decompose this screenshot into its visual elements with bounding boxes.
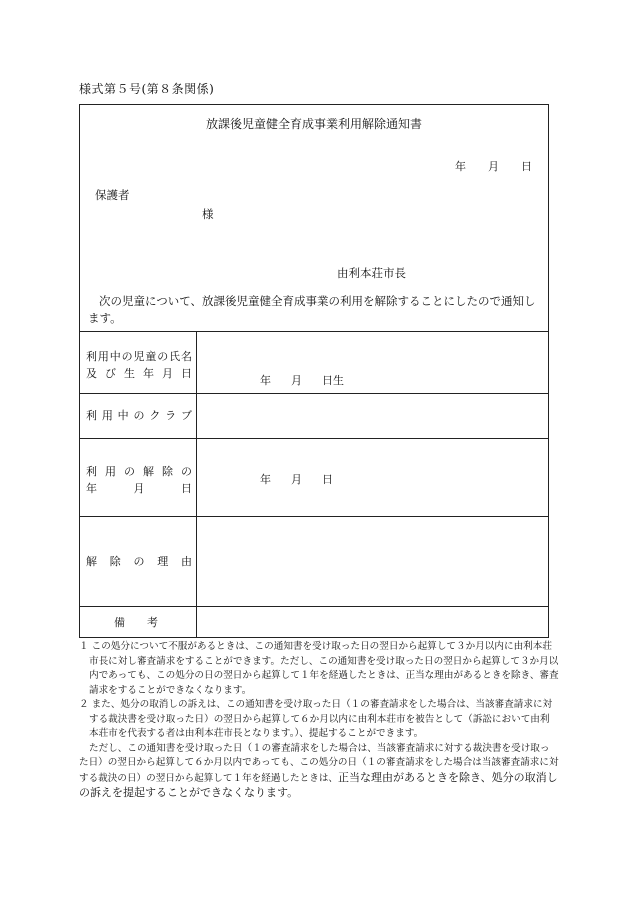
- label-char: 利: [86, 409, 97, 422]
- label-char: の: [133, 555, 145, 568]
- birth-month: 月: [291, 374, 302, 387]
- label-char: 児: [133, 350, 145, 363]
- label-char: 生: [124, 367, 135, 380]
- sama-label: 様: [202, 207, 214, 221]
- table-top-line: [80, 331, 548, 332]
- date-month: 月: [488, 160, 499, 173]
- label-char: の: [133, 409, 145, 422]
- child-label-line2: [86, 365, 192, 382]
- club-label: [86, 407, 192, 424]
- label-char: ブ: [180, 409, 192, 422]
- label-char: 日: [181, 482, 192, 495]
- column-divider: [196, 331, 197, 638]
- cancel-label-line2: [86, 480, 192, 497]
- notice-text: 次の児童について、放課後児童健全育成事業の利用を解除することにしたので通知します。: [88, 294, 536, 325]
- form-number: 様式第５号(第８条関係): [79, 82, 215, 96]
- label-char: 月: [162, 367, 173, 380]
- reason-label: [86, 553, 192, 570]
- label-char: 月: [133, 482, 145, 495]
- club-label-line: [86, 407, 192, 424]
- notice-form: [79, 104, 549, 638]
- issue-date: [441, 158, 532, 174]
- label-char: 用: [97, 350, 109, 363]
- cancel-day: 日: [322, 473, 333, 486]
- note-3a: ただし、この通知書を受け取った日（１の審査請求をした場合は、当該審査請求に対する裁決書を受け取った日）の翌日から起算して６か月以内であっても、この処分の日（１の審査請求をした場合は当該審査請求に対する裁決の日）の翌日から起算して１年を経過したときは、: [79, 742, 559, 784]
- notes: [79, 640, 559, 802]
- label-char: の: [181, 465, 192, 478]
- label-char: 年: [143, 367, 154, 380]
- label-char: 名: [181, 350, 192, 363]
- label-char: 除: [109, 555, 121, 568]
- label-char: 童: [145, 350, 157, 363]
- label-char: の: [124, 465, 135, 478]
- label-char: 年: [86, 482, 97, 495]
- birth-year: 年: [260, 374, 271, 387]
- row-divider: [80, 393, 548, 394]
- note-2: ２ また、処分の取消しの訴えは、この通知書を受け取った日（１の審査請求をした場合は、当該審査請求に対する裁決書を受け取った日）の翌日から起算して６か月以内に由利本荘市を被告として（訴訟において由利本荘市を代表する者は由利本荘市長となります。）、提起することができます。: [79, 699, 553, 739]
- label-char: 用: [105, 465, 116, 478]
- label-char: 利: [86, 465, 97, 478]
- label-char: 理: [157, 555, 169, 568]
- note-1: １ この処分について不服があるときは、この通知書を受け取った日の翌日から起算して３か月以内に由利本荘市長に対し審査請求をすることができます。ただし、この通知書を受け取った日の翌日から起算して３か月以内であっても、この処分の日の翌日から起算して１年を経過したときは、正当な理由があるときを除き、審査請求をすることができなくなります。: [79, 641, 559, 696]
- label-char: 解: [143, 465, 154, 478]
- label-char: び: [105, 367, 116, 380]
- label-char: 利: [86, 350, 97, 363]
- label-char: ラ: [165, 409, 177, 422]
- label-char: 中: [109, 350, 121, 363]
- child-label: [86, 348, 192, 382]
- reason-label-line: [86, 553, 192, 570]
- note-3b: 正当な理由があるとき: [338, 770, 449, 784]
- label-char: 日: [181, 367, 192, 380]
- row-divider: [80, 516, 548, 517]
- remarks-label: [114, 614, 158, 631]
- date-day: 日: [521, 160, 532, 173]
- label-char: 中: [117, 409, 129, 422]
- label-char: 解: [86, 555, 97, 568]
- label-char: 氏: [169, 350, 181, 363]
- label-char: 備: [114, 616, 125, 629]
- label-char: 用: [101, 409, 113, 422]
- cancel-date-value: [260, 471, 353, 487]
- row-divider: [80, 606, 548, 607]
- form-title: 放課後児童健全育成事業利用解除通知書: [205, 117, 422, 131]
- child-birth-value: [260, 372, 364, 388]
- date-year: 年: [455, 160, 466, 173]
- label-char: の: [121, 350, 133, 363]
- note-3c: を除き、処分の取消しの訴えを提起することができなくなります。: [79, 770, 558, 799]
- birth-day: 日生: [322, 374, 344, 387]
- cancel-date-label: [86, 463, 192, 497]
- note-3: [79, 742, 559, 802]
- child-label-line1: [86, 348, 192, 365]
- label-char: の: [157, 350, 169, 363]
- remarks-label-line: [114, 614, 158, 631]
- label-char: 考: [147, 616, 158, 629]
- cancel-year: 年: [260, 473, 271, 486]
- cancel-month: 月: [291, 473, 302, 486]
- guardian-label: 保護者: [95, 188, 130, 202]
- mayor-label: 由利本荘市長: [337, 266, 406, 280]
- row-divider: [80, 438, 548, 439]
- cancel-label-line1: [86, 463, 192, 480]
- label-char: 由: [181, 555, 192, 568]
- label-char: 除: [162, 465, 173, 478]
- label-char: ク: [149, 409, 161, 422]
- label-char: 及: [86, 367, 97, 380]
